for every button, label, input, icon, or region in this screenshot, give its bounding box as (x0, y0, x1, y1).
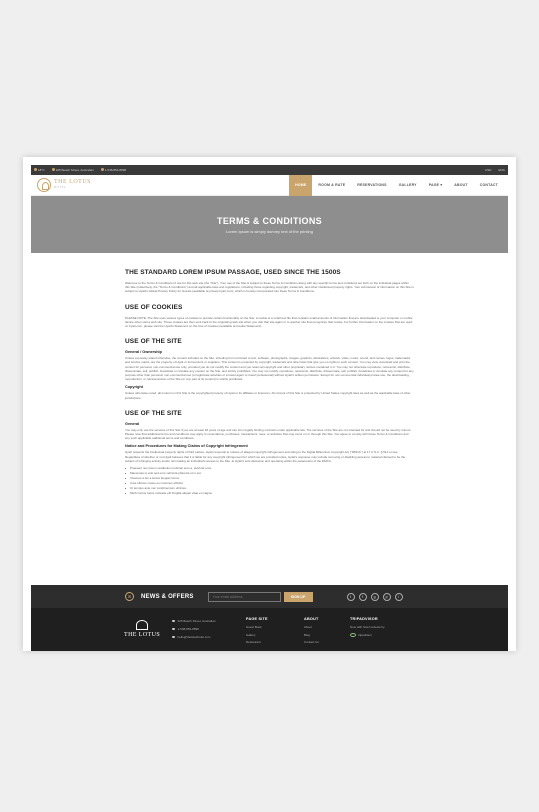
language-select[interactable]: ENG (498, 168, 505, 172)
subheading: General (125, 421, 140, 426)
twitter-icon[interactable]: t (347, 593, 355, 601)
menu-item-gallery[interactable]: GALLERY (398, 183, 417, 187)
list-item: Maecenas ut erat sed eros vehicula pharetra ut in est. (125, 471, 414, 476)
location-icon (172, 620, 175, 623)
footer-heading: PAGE SITE (246, 617, 268, 621)
footer-link[interactable]: Guest Book (246, 625, 262, 629)
email-field[interactable] (208, 592, 281, 602)
paragraph: Unless expressly stated otherwise, the content included on the Site, including but not limited to text, software, photographs, images, graphics, illustrations, artwork, video, music, sound, and names, logos, trademarks and service marks, are the property of Hyatt or its licensors or suppliers. This content is protected by copyright, trademark and other laws that give you no rights to such content. You may view, download and print the content for personal, non-commercial use only, provided you do not modify the content and you retain all copyright and other proprietary notices contained in it. You may not otherwise reproduce, retransmit, distribute, disseminate, sell, publish, broadcast or circulate any content on the Site, and strictly prohibited. You may not modify, reproduce, retransmit, distribute, disseminate, sell, publish, broadcast or circulate any content for any purpose other than personal, non-commercial use (or legitimate activities of a travel agent or travel professional) without Hyatt's written permission. Except for non-commercial individual private use, the downloading, reproduction, or retransmission of the Site (or any part of its content) is strictly prohibited. (125, 356, 414, 382)
list-item: Praesent nec ipsum vestibulum pulvinar eros a, pulvinar eros. (125, 466, 414, 471)
footer-tripadvisor (350, 617, 385, 640)
menu-item-contact[interactable]: CONTACT (479, 183, 498, 187)
footer-link[interactable]: Restaurant (246, 640, 261, 644)
newsletter-title: NEWS & OFFERS (141, 593, 194, 600)
pinterest-icon[interactable]: p (383, 593, 391, 601)
sign-up-button[interactable]: SIGN UP (284, 592, 313, 602)
menu-item-room-rate[interactable]: ROOM & RATE (318, 183, 346, 187)
section-heading: USE OF THE SITE (125, 338, 182, 346)
google-plus-icon[interactable]: g (371, 593, 379, 601)
footer-link[interactable]: Blog (304, 632, 311, 637)
footer-link[interactable]: Gallery (246, 632, 256, 637)
footer-logo[interactable]: THE LOTUS (124, 620, 160, 638)
section-heading: USE OF THE SITE (125, 409, 182, 417)
subheading: Copyright (125, 385, 143, 390)
page-mockup-sheet (23, 157, 516, 651)
page-subtitle: Lorem Ipsum is simply dummy text of the printing (226, 229, 313, 234)
terms-content (31, 253, 508, 496)
subheading: General / Ownership (125, 350, 162, 355)
newsletter-bar (31, 585, 508, 608)
menu-item-home[interactable]: HOME (289, 175, 312, 196)
currency-select[interactable]: USD (485, 168, 492, 172)
footer-about (304, 617, 319, 648)
footer-contact (172, 619, 216, 643)
paragraph: You may only use the services of this Site if you are at least 18 years of age and can form legally binding contracts under applicable law. The services of the Site are not intended for and should not be used by minors. Please note that additional terms and conditions may apply to reservations, purchases, transactions, uses, or activities that may occur on or through this Site. You agree to comply with these Terms & Conditions and any such applicable additional terms and conditions. (125, 427, 412, 441)
section-heading: THE STANDARD LOREM IPSUM PASSAGE, USED SINCE THE 1500S (125, 269, 341, 276)
list-item: Ut tempus ante nec condimentum ultricies. (125, 486, 414, 491)
footer-link[interactable]: About (304, 625, 312, 629)
owl-icon (350, 633, 356, 637)
page-title: TERMS & CONDITIONS (217, 216, 322, 226)
subheading: Notice and Procedures for Making Claims of Copyright Infringement (125, 444, 248, 449)
logo[interactable] (37, 178, 91, 192)
facebook-icon[interactable]: f (359, 593, 367, 601)
footer-page-site (246, 617, 268, 648)
address-info: 225 Beach Street, Australian (52, 168, 94, 172)
tripadvisor-badge[interactable]: tripadvisor (350, 633, 385, 637)
email-icon (172, 636, 175, 639)
list-item: Cras ultrices metus eu maximus efficitur. (125, 481, 414, 486)
footer-phone: 1-548-854-8898 (177, 627, 199, 631)
phone-icon (172, 628, 175, 631)
footer-heading: TRIPADVISOR (350, 617, 378, 621)
list-item: Morbi luctus turpis molestie elit fringilla aliquet vitae et magna. (125, 491, 414, 496)
lotus-icon (136, 620, 148, 630)
weather-icon (34, 168, 37, 171)
phone-icon (101, 168, 104, 171)
location-icon (52, 168, 55, 171)
instagram-icon[interactable]: i (395, 593, 403, 601)
paragraph: PLEASE NOTE: The Site uses various types of cookies to provide certain functionality on the Site. A cookie is a small text file that contains small amounts of information that are downloaded to your computer or mobile device when visit a web site. These cookies are then sent back to the originating web site when you visit that site again or to another site that recognizes that cookie. For further information on the cookies that are used on hyatt.com, please visit the Hyatt's Statement on the Use of Cookies (available at Cookie Statement). (125, 315, 413, 329)
menu (289, 175, 504, 196)
mail-icon: ✉ (125, 592, 134, 601)
lotus-icon (37, 178, 51, 192)
paragraph: Welcome to the Terms & Conditions of use for this web site (the "Site"). Your use of the Site is subject to these Terms & Conditions along with any specific terms and conditions set forth on the individual pages within this Site (collectively, the "Terms & Conditions") and all applicable laws and regulations, including those regarding copyright, trademark, and other intellectual property rights. Your submission of information on this Site is subject to Hyatt's Global Privacy Policy for Guests (available at privacy.hyatt.com), which is hereby incorporated into these Terms & Conditions. (125, 281, 414, 294)
social-links (347, 593, 403, 601)
website (31, 165, 508, 644)
footer-heading: ABOUT (304, 617, 319, 621)
footer-address: 225 Beach Street, Australian (177, 619, 216, 623)
footer-email[interactable]: hello@thelotushotel.com (177, 635, 211, 639)
menu-item-page[interactable]: PAGE ▾ (428, 183, 443, 187)
footer (31, 608, 508, 651)
phone-info: 1-548-854-8898 (101, 168, 126, 172)
paragraph: Unless otherwise noted, all content on this Site is the copyrighted property of Hyatt or its affiliates or licensors. All content of this Site is protected by United States copyright laws as well as the applicable laws of other jurisdictions. (125, 391, 411, 400)
tripadvisor-text: Now with hotel reviews by (350, 625, 385, 629)
bullet-list (125, 466, 414, 496)
menu-item-about[interactable]: ABOUT (454, 183, 468, 187)
list-item: Vivamus a leo a lectus feugiat rutrum. (125, 476, 414, 481)
top-bar (31, 165, 508, 175)
footer-link[interactable]: Contact Us (304, 640, 319, 644)
main-nav (31, 175, 508, 196)
weather-info: 18°C (34, 168, 45, 172)
menu-item-reservations[interactable]: RESERVATIONS (357, 183, 387, 187)
hero-banner (31, 196, 508, 253)
section-heading: USE OF COOKIES (125, 303, 183, 311)
logo-tagline: HOTEL (54, 185, 67, 189)
paragraph: Hyatt respects the intellectual property rights of third parties. Hyatt responds to notices of alleged copyright infringement according to the Digital Millennium Copyright Act ("DMCA") at 17 U.S.C. § 512 et seq. Regardless of whether or not Hyatt believes that it is liable for any copyright infringement for which we are provided notice, Hyatt's response may include removing or disabling access to material claimed to be the subject of infringing activity and/or terminating an individual's access to the Site, at Hyatt's sole discretion and operating within the parameters of the DMCA. (125, 450, 406, 463)
logo-name: THE LOTUS (54, 179, 91, 185)
